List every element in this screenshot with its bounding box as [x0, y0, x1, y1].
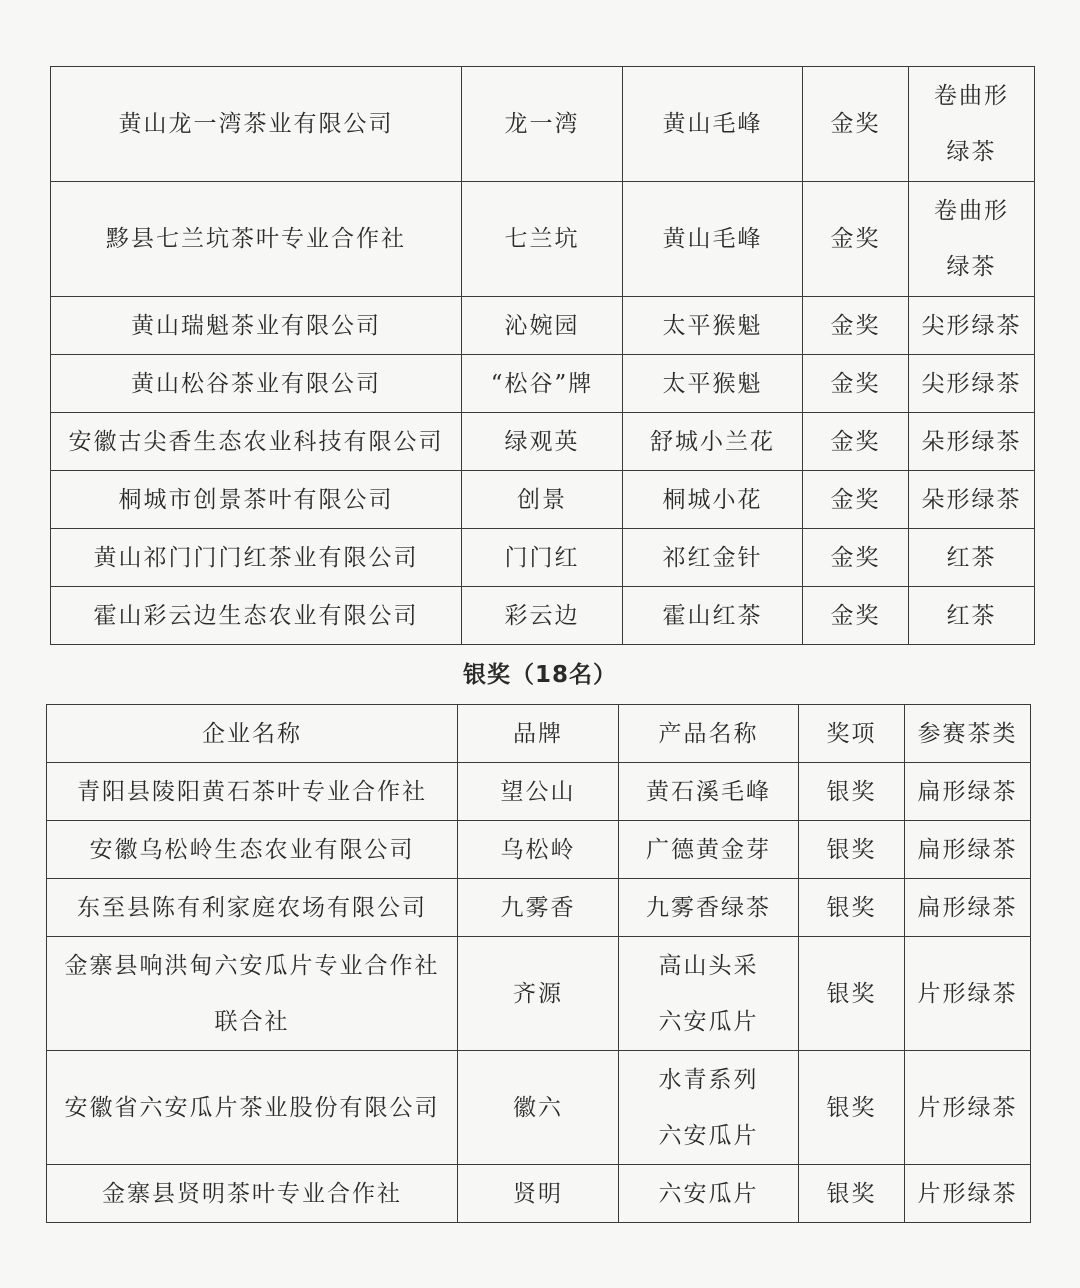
- company-cell: 黟县七兰坑茶叶专业合作社: [51, 182, 462, 297]
- product-cell: 黄石溪毛峰: [619, 763, 799, 821]
- company-cell: 青阳县陵阳黄石茶叶专业合作社: [47, 763, 458, 821]
- table-row: [47, 763, 1031, 821]
- company-cell: 黄山龙一湾茶业有限公司: [51, 67, 462, 182]
- product-cell: 九雾香绿茶: [619, 879, 799, 937]
- silver-award-title: 银奖（18名）: [462, 662, 617, 688]
- brand-cell: 彩云边: [462, 587, 623, 645]
- product-line: 高山头采: [658, 952, 759, 979]
- brand-cell: 七兰坑: [462, 182, 623, 297]
- gold-award-table: [50, 66, 1035, 645]
- product-cell: 祁红金针: [623, 529, 803, 587]
- company-cell: 安徽省六安瓜片茶业股份有限公司: [47, 1051, 458, 1165]
- header-product: 产品名称: [619, 705, 799, 763]
- table-row: [47, 937, 1031, 1051]
- award-cell: 金奖: [803, 297, 909, 355]
- company-cell: 黄山祁门门门红茶业有限公司: [51, 529, 462, 587]
- award-cell: 金奖: [803, 471, 909, 529]
- company-cell: 黄山松谷茶业有限公司: [51, 355, 462, 413]
- award-cell: 银奖: [799, 821, 905, 879]
- header-award: 奖项: [799, 705, 905, 763]
- table-header-row: [47, 705, 1031, 763]
- category-cell: 扁形绿茶: [905, 879, 1031, 937]
- award-cell: 金奖: [803, 587, 909, 645]
- category-cell: 尖形绿茶: [909, 355, 1035, 413]
- brand-cell: 沁婉园: [462, 297, 623, 355]
- silver-award-table: [46, 704, 1031, 1223]
- category-cell: 朵形绿茶: [909, 471, 1035, 529]
- category-line: 绿茶: [946, 254, 997, 280]
- award-cell: 金奖: [803, 182, 909, 297]
- product-line: 六安瓜片: [658, 1122, 759, 1149]
- brand-cell: 创景: [462, 471, 623, 529]
- table-row: [47, 1051, 1031, 1165]
- award-cell: 银奖: [799, 937, 905, 1051]
- brand-cell: 绿观英: [462, 413, 623, 471]
- table-row: [51, 529, 1035, 587]
- category-cell: [909, 182, 1035, 297]
- award-cell: 银奖: [799, 763, 905, 821]
- brand-cell: 贤明: [458, 1165, 619, 1223]
- product-cell: 广德黄金芽: [619, 821, 799, 879]
- company-line: 联合社: [214, 1008, 290, 1035]
- product-line: 六安瓜片: [658, 1008, 759, 1035]
- award-cell: 金奖: [803, 355, 909, 413]
- table-row: [51, 67, 1035, 182]
- product-cell: 太平猴魁: [623, 297, 803, 355]
- product-cell: 太平猴魁: [623, 355, 803, 413]
- company-line: 金寨县响洪甸六安瓜片专业合作社: [64, 952, 440, 979]
- table-row: [51, 355, 1035, 413]
- company-cell: [47, 937, 458, 1051]
- product-cell: [619, 1051, 799, 1165]
- table-row: [51, 471, 1035, 529]
- table-row: [47, 1165, 1031, 1223]
- company-cell: 桐城市创景茶叶有限公司: [51, 471, 462, 529]
- category-cell: 扁形绿茶: [905, 821, 1031, 879]
- table-row: [51, 297, 1035, 355]
- brand-cell: 望公山: [458, 763, 619, 821]
- company-cell: 黄山瑞魁茶业有限公司: [51, 297, 462, 355]
- header-brand: 品牌: [458, 705, 619, 763]
- product-cell: 六安瓜片: [619, 1165, 799, 1223]
- product-cell: 黄山毛峰: [623, 67, 803, 182]
- brand-cell: 徽六: [458, 1051, 619, 1165]
- brand-cell: 龙一湾: [462, 67, 623, 182]
- brand-cell: 乌松岭: [458, 821, 619, 879]
- company-cell: 安徽古尖香生态农业科技有限公司: [51, 413, 462, 471]
- brand-cell: “松谷”牌: [462, 355, 623, 413]
- product-cell: 霍山红茶: [623, 587, 803, 645]
- category-cell: 片形绿茶: [905, 1051, 1031, 1165]
- award-cell: 金奖: [803, 413, 909, 471]
- company-cell: 金寨县贤明茶叶专业合作社: [47, 1165, 458, 1223]
- category-cell: 片形绿茶: [905, 1165, 1031, 1223]
- category-cell: [909, 67, 1035, 182]
- category-cell: 红茶: [909, 529, 1035, 587]
- category-cell: 扁形绿茶: [905, 763, 1031, 821]
- category-cell: 红茶: [909, 587, 1035, 645]
- category-cell: 尖形绿茶: [909, 297, 1035, 355]
- category-line: 卷曲形: [934, 198, 1009, 224]
- table-row: [51, 587, 1035, 645]
- category-line: 卷曲形: [934, 83, 1009, 109]
- table-row: [47, 879, 1031, 937]
- award-cell: 银奖: [799, 1051, 905, 1165]
- award-cell: 银奖: [799, 879, 905, 937]
- company-cell: 东至县陈有利家庭农场有限公司: [47, 879, 458, 937]
- category-cell: 朵形绿茶: [909, 413, 1035, 471]
- company-cell: 霍山彩云边生态农业有限公司: [51, 587, 462, 645]
- category-line: 绿茶: [946, 139, 997, 165]
- table-row: [51, 413, 1035, 471]
- header-company: 企业名称: [47, 705, 458, 763]
- table-row: [47, 821, 1031, 879]
- table-row: [51, 182, 1035, 297]
- product-cell: 舒城小兰花: [623, 413, 803, 471]
- award-cell: 金奖: [803, 529, 909, 587]
- header-category: 参赛茶类: [905, 705, 1031, 763]
- award-cell: 银奖: [799, 1165, 905, 1223]
- company-cell: 安徽乌松岭生态农业有限公司: [47, 821, 458, 879]
- brand-cell: 门门红: [462, 529, 623, 587]
- brand-cell: 齐源: [458, 937, 619, 1051]
- category-cell: 片形绿茶: [905, 937, 1031, 1051]
- product-cell: 桐城小花: [623, 471, 803, 529]
- product-cell: [619, 937, 799, 1051]
- product-cell: 黄山毛峰: [623, 182, 803, 297]
- award-cell: 金奖: [803, 67, 909, 182]
- product-line: 水青系列: [658, 1066, 759, 1093]
- brand-cell: 九雾香: [458, 879, 619, 937]
